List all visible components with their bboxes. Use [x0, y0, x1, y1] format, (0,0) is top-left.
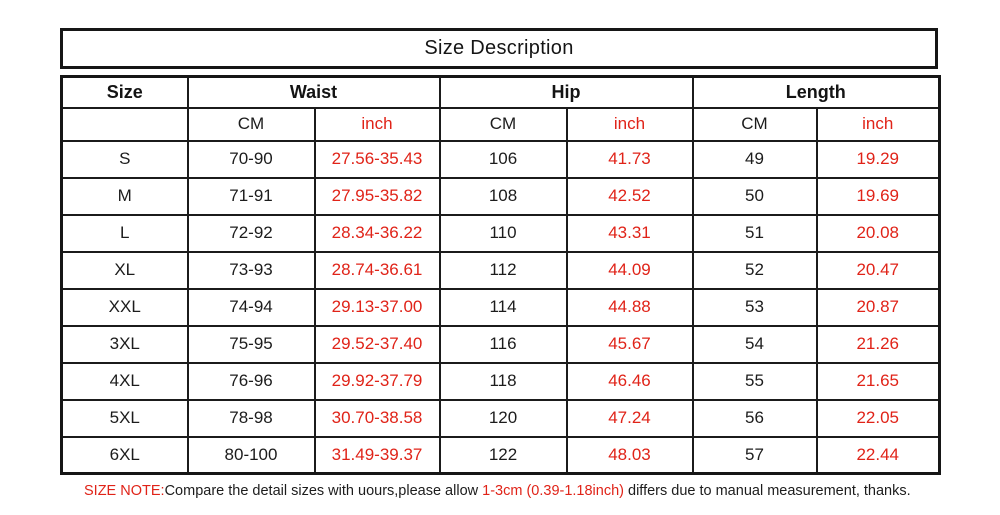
- cell-hip-cm: 122: [440, 437, 567, 474]
- cell-hip-inch: 44.88: [567, 289, 693, 326]
- cell-length-inch: 21.26: [817, 326, 940, 363]
- subheader-empty-cell: [62, 108, 188, 141]
- cell-hip-cm: 118: [440, 363, 567, 400]
- table-row: [62, 141, 940, 178]
- cell-length-cm: 53: [693, 289, 817, 326]
- cell-size: L: [62, 215, 188, 252]
- cell-waist-cm: 75-95: [188, 326, 315, 363]
- size-note-label: SIZE NOTE:: [84, 483, 165, 499]
- unit-hip-inch: inch: [567, 108, 693, 141]
- cell-length-inch: 19.29: [817, 141, 940, 178]
- size-note-text-2: differs due to manual measurement, thanks.: [623, 483, 911, 499]
- cell-length-inch: 20.08: [817, 215, 940, 252]
- cell-waist-inch: 28.74-36.61: [315, 252, 440, 289]
- cell-size: 6XL: [62, 437, 188, 474]
- cell-waist-inch: 29.13-37.00: [315, 289, 440, 326]
- cell-waist-cm: 70-90: [188, 141, 315, 178]
- table-row: [62, 215, 940, 252]
- cell-waist-inch: 31.49-39.37: [315, 437, 440, 474]
- cell-length-inch: 20.87: [817, 289, 940, 326]
- cell-waist-inch: 30.70-38.58: [315, 400, 440, 437]
- cell-size: 5XL: [62, 400, 188, 437]
- cell-length-cm: 56: [693, 400, 817, 437]
- cell-waist-cm: 72-92: [188, 215, 315, 252]
- table-row: [62, 400, 940, 437]
- page-title: Size Description: [424, 37, 574, 59]
- header-hip: Hip: [440, 77, 693, 108]
- table-unit-row: [62, 108, 940, 141]
- cell-hip-cm: 110: [440, 215, 567, 252]
- cell-waist-inch: 29.92-37.79: [315, 363, 440, 400]
- header-size: Size: [62, 77, 188, 108]
- table-row: [62, 437, 940, 474]
- cell-length-inch: 20.47: [817, 252, 940, 289]
- unit-waist-cm: CM: [188, 108, 315, 141]
- cell-hip-cm: 106: [440, 141, 567, 178]
- cell-waist-cm: 78-98: [188, 400, 315, 437]
- size-note-text-1: Compare the detail sizes with uours,please allow: [164, 483, 483, 499]
- cell-length-cm: 55: [693, 363, 817, 400]
- cell-length-cm: 51: [693, 215, 817, 252]
- cell-length-inch: 22.05: [817, 400, 940, 437]
- cell-hip-inch: 47.24: [567, 400, 693, 437]
- cell-waist-cm: 76-96: [188, 363, 315, 400]
- header-length: Length: [693, 77, 940, 108]
- header-waist: Waist: [188, 77, 440, 108]
- cell-length-cm: 49: [693, 141, 817, 178]
- unit-hip-cm: CM: [440, 108, 567, 141]
- unit-length-cm: CM: [693, 108, 817, 141]
- cell-length-inch: 22.44: [817, 437, 940, 474]
- cell-waist-inch: 29.52-37.40: [315, 326, 440, 363]
- cell-waist-inch: 27.95-35.82: [315, 178, 440, 215]
- cell-length-cm: 50: [693, 178, 817, 215]
- cell-length-cm: 52: [693, 252, 817, 289]
- cell-hip-cm: 112: [440, 252, 567, 289]
- cell-hip-inch: 43.31: [567, 215, 693, 252]
- cell-length-cm: 54: [693, 326, 817, 363]
- cell-waist-inch: 28.34-36.22: [315, 215, 440, 252]
- cell-waist-cm: 74-94: [188, 289, 315, 326]
- table-title-box: [60, 28, 938, 69]
- cell-hip-inch: 45.67: [567, 326, 693, 363]
- cell-waist-cm: 71-91: [188, 178, 315, 215]
- table-row: [62, 363, 940, 400]
- cell-waist-inch: 27.56-35.43: [315, 141, 440, 178]
- cell-hip-inch: 48.03: [567, 437, 693, 474]
- cell-hip-inch: 46.46: [567, 363, 693, 400]
- cell-hip-cm: 114: [440, 289, 567, 326]
- cell-hip-cm: 108: [440, 178, 567, 215]
- cell-hip-inch: 42.52: [567, 178, 693, 215]
- unit-waist-inch: inch: [315, 108, 440, 141]
- cell-hip-inch: 44.09: [567, 252, 693, 289]
- table-header-row: [62, 77, 940, 108]
- cell-hip-cm: 116: [440, 326, 567, 363]
- cell-length-inch: 21.65: [817, 363, 940, 400]
- cell-size: 4XL: [62, 363, 188, 400]
- size-note: [84, 482, 984, 500]
- cell-hip-inch: 41.73: [567, 141, 693, 178]
- cell-length-inch: 19.69: [817, 178, 940, 215]
- cell-size: XL: [62, 252, 188, 289]
- table-row: [62, 178, 940, 215]
- table-row: [62, 289, 940, 326]
- cell-size: M: [62, 178, 188, 215]
- cell-waist-cm: 80-100: [188, 437, 315, 474]
- size-table: [60, 75, 941, 475]
- cell-hip-cm: 120: [440, 400, 567, 437]
- cell-waist-cm: 73-93: [188, 252, 315, 289]
- cell-size: S: [62, 141, 188, 178]
- cell-size: 3XL: [62, 326, 188, 363]
- table-row: [62, 252, 940, 289]
- cell-size: XXL: [62, 289, 188, 326]
- cell-length-cm: 57: [693, 437, 817, 474]
- size-note-highlight: 1-3cm (0.39-1.18inch): [482, 483, 624, 499]
- table-row: [62, 326, 940, 363]
- unit-length-inch: inch: [817, 108, 940, 141]
